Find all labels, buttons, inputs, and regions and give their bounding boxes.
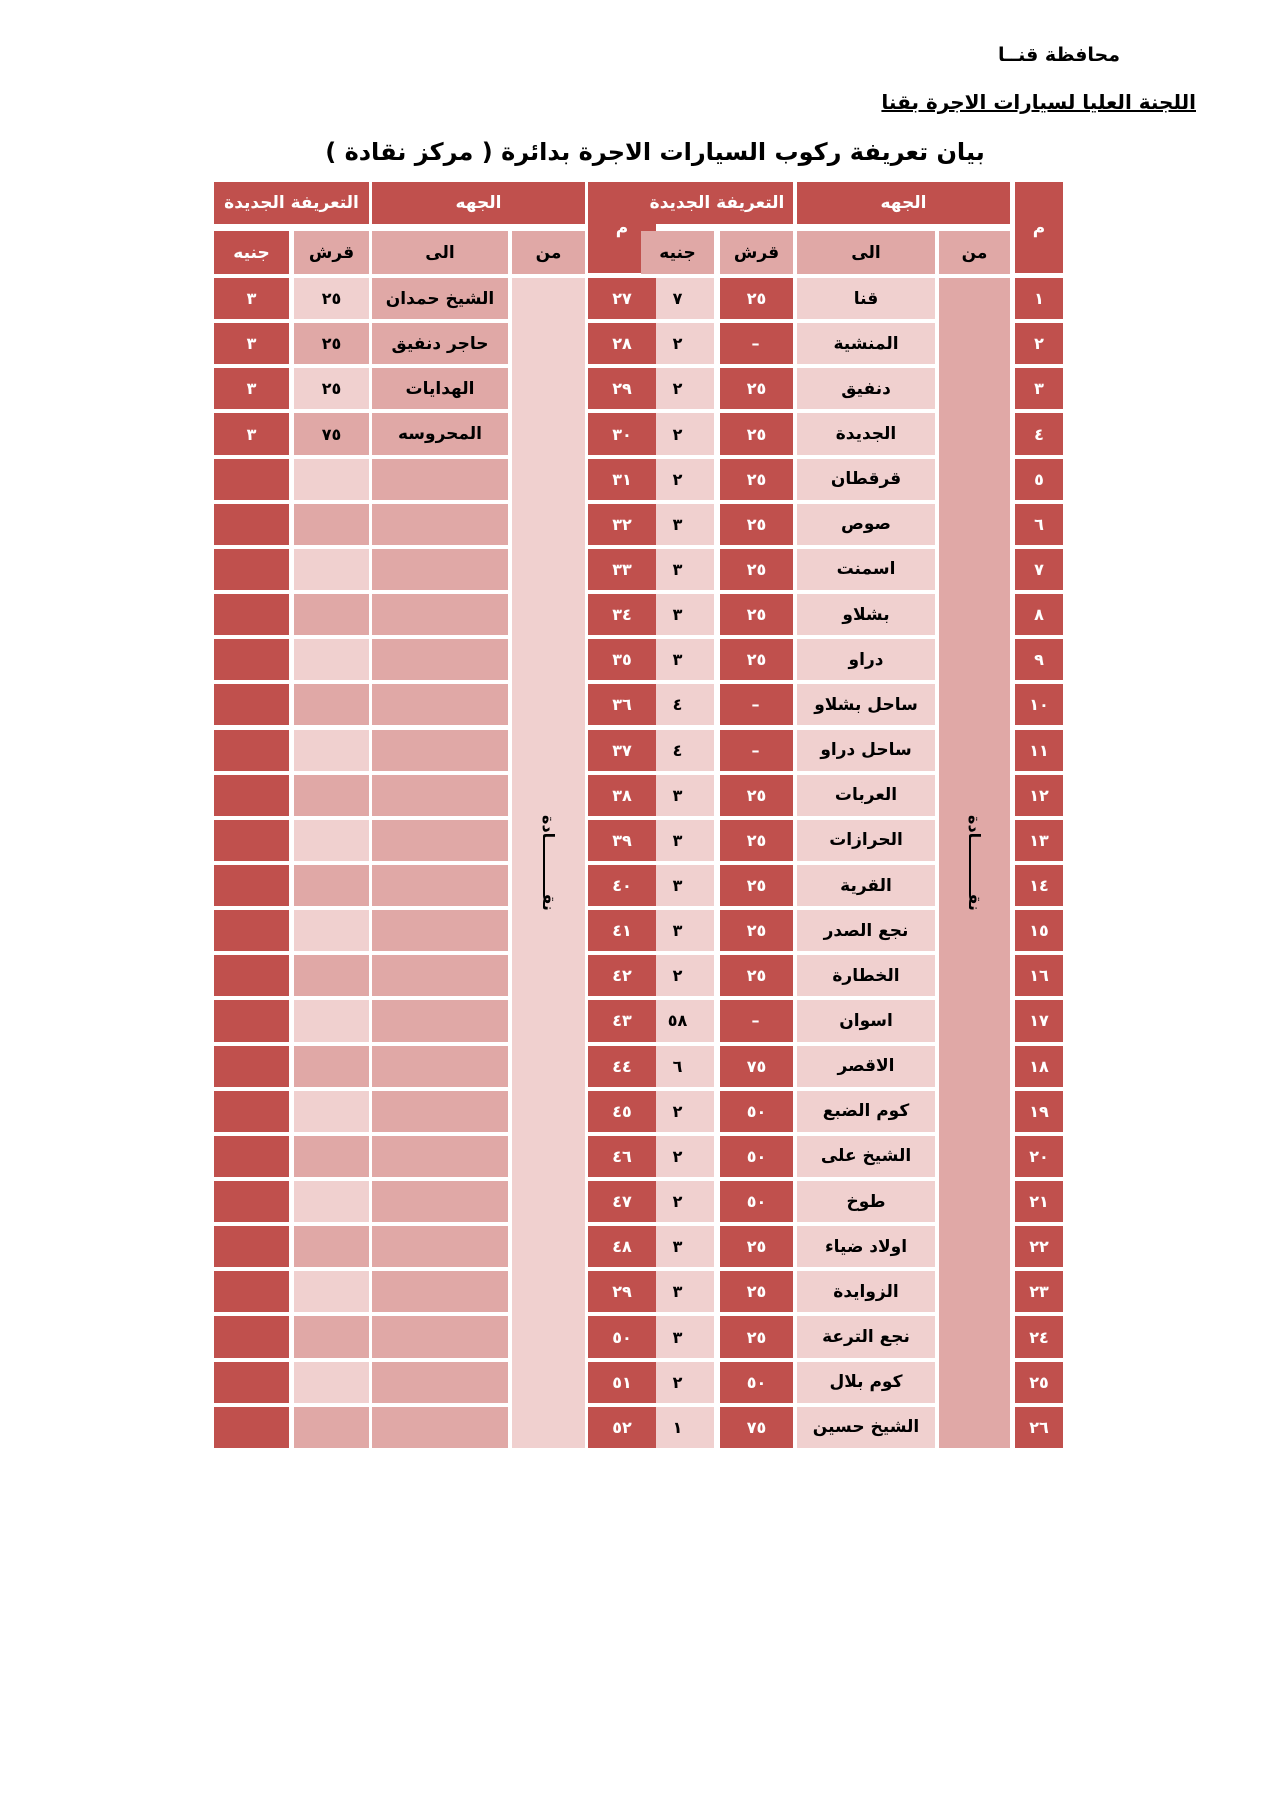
right-row-destination: الشيخ على — [797, 1136, 935, 1177]
left-row-number: ٣٦ — [588, 684, 656, 725]
right-row-piaster: – — [720, 323, 793, 364]
right-row-destination: دنفيق — [797, 368, 935, 409]
right-row-number: ١٣ — [1015, 820, 1063, 861]
right-row-pound: ٢ — [641, 323, 714, 364]
left-row-number: ٣٢ — [588, 504, 656, 545]
left-row-destination — [372, 1136, 508, 1177]
right-row-destination: العربات — [797, 775, 935, 816]
left-row-piaster: ٢٥ — [294, 278, 369, 319]
left-row-destination — [372, 1271, 508, 1312]
left-row-destination: المحروسه — [372, 413, 508, 454]
left-row-destination — [372, 775, 508, 816]
right-row-pound: ٣ — [641, 1271, 714, 1312]
right-row-pound: ٦ — [641, 1046, 714, 1087]
left-row-destination — [372, 1407, 508, 1448]
left-row-number: ٥٢ — [588, 1407, 656, 1448]
right-row-number: ٦ — [1015, 504, 1063, 545]
left-row-pound — [214, 1046, 289, 1087]
left-row-destination — [372, 820, 508, 861]
right-row-number: ٢٣ — [1015, 1271, 1063, 1312]
right-row-destination: القرية — [797, 865, 935, 906]
right-row-destination: الشيخ حسين — [797, 1407, 935, 1448]
right-row-pound: ٣ — [641, 549, 714, 590]
left-row-pound: ٣ — [214, 323, 289, 364]
right-row-number: ٢٥ — [1015, 1362, 1063, 1403]
left-row-piaster — [294, 549, 369, 590]
left-row-pound — [214, 865, 289, 906]
left-row-destination — [372, 1091, 508, 1132]
left-row-piaster — [294, 594, 369, 635]
governorate-name: محافظة قنــا — [998, 44, 1120, 66]
left-row-number: ٤٨ — [588, 1226, 656, 1267]
left-row-piaster — [294, 1091, 369, 1132]
left-row-pound: ٣ — [214, 413, 289, 454]
right-row-destination: قرقطان — [797, 459, 935, 500]
committee-name: اللجنة العليا لسيارات الاجرة بقنا — [881, 90, 1196, 114]
middle-m-header: م — [588, 182, 656, 273]
right-row-pound: ٣ — [641, 865, 714, 906]
right-row-destination: الاقصر — [797, 1046, 935, 1087]
left-row-piaster — [294, 730, 369, 771]
right-new-fare-header: التعريفة الجديدة — [641, 182, 793, 224]
right-row-piaster: ٢٥ — [720, 459, 793, 500]
right-row-piaster: ٢٥ — [720, 1271, 793, 1312]
left-row-piaster: ٢٥ — [294, 368, 369, 409]
right-row-pound: ٢ — [641, 955, 714, 996]
right-row-piaster: ٢٥ — [720, 865, 793, 906]
right-row-piaster: ٥٠ — [720, 1136, 793, 1177]
right-row-destination: بشلاو — [797, 594, 935, 635]
right-row-destination: ساحل بشلاو — [797, 684, 935, 725]
right-row-piaster: ٢٥ — [720, 955, 793, 996]
left-row-pound — [214, 820, 289, 861]
right-row-number: ٨ — [1015, 594, 1063, 635]
right-row-number: ٢٠ — [1015, 1136, 1063, 1177]
left-row-pound — [214, 775, 289, 816]
left-row-number: ٤٣ — [588, 1000, 656, 1041]
right-row-piaster: ٢٥ — [720, 368, 793, 409]
left-row-number: ٣٥ — [588, 639, 656, 680]
left-destination-header: الجهه — [372, 182, 585, 224]
right-row-number: ١١ — [1015, 730, 1063, 771]
right-row-piaster: – — [720, 730, 793, 771]
left-row-piaster — [294, 1136, 369, 1177]
left-pound-header: جنيه — [214, 231, 289, 274]
right-row-pound: ٥٨ — [641, 1000, 714, 1041]
right-row-destination: اسمنت — [797, 549, 935, 590]
left-row-pound — [214, 504, 289, 545]
right-row-pound: ٣ — [641, 910, 714, 951]
left-row-destination — [372, 684, 508, 725]
right-row-pound: ٣ — [641, 504, 714, 545]
right-row-number: ٧ — [1015, 549, 1063, 590]
right-row-number: ١٨ — [1015, 1046, 1063, 1087]
left-row-pound — [214, 910, 289, 951]
right-row-number: ١ — [1015, 278, 1063, 319]
right-row-pound: ٢ — [641, 1362, 714, 1403]
right-row-destination: نجع الصدر — [797, 910, 935, 951]
right-row-piaster: – — [720, 1000, 793, 1041]
right-row-number: ٤ — [1015, 413, 1063, 454]
right-row-piaster: ٢٥ — [720, 413, 793, 454]
right-row-destination: طوخ — [797, 1181, 935, 1222]
left-row-piaster — [294, 1226, 369, 1267]
right-row-pound: ٢ — [641, 1181, 714, 1222]
right-row-pound: ٢ — [641, 459, 714, 500]
left-row-destination — [372, 1316, 508, 1357]
right-row-pound: ٣ — [641, 594, 714, 635]
left-row-piaster — [294, 1046, 369, 1087]
left-row-piaster — [294, 459, 369, 500]
left-row-pound: ٣ — [214, 278, 289, 319]
left-row-piaster — [294, 1271, 369, 1312]
right-row-pound: ٣ — [641, 1316, 714, 1357]
left-row-destination — [372, 1226, 508, 1267]
left-row-piaster — [294, 504, 369, 545]
left-row-destination: الشيخ حمدان — [372, 278, 508, 319]
left-row-number: ٣١ — [588, 459, 656, 500]
left-row-number: ٤١ — [588, 910, 656, 951]
right-row-pound: ٢ — [641, 1136, 714, 1177]
left-row-pound — [214, 955, 289, 996]
left-row-destination — [372, 1362, 508, 1403]
left-row-number: ٥١ — [588, 1362, 656, 1403]
left-row-number: ٢٩ — [588, 1271, 656, 1312]
right-row-pound: ٤ — [641, 684, 714, 725]
left-row-number: ٣٨ — [588, 775, 656, 816]
left-row-pound — [214, 1362, 289, 1403]
right-row-destination: نجع الترعة — [797, 1316, 935, 1357]
right-row-piaster: ٢٥ — [720, 639, 793, 680]
left-row-number: ٤٥ — [588, 1091, 656, 1132]
left-row-piaster — [294, 955, 369, 996]
right-row-piaster: ٧٥ — [720, 1407, 793, 1448]
right-row-pound: ٢ — [641, 368, 714, 409]
right-row-number: ١٤ — [1015, 865, 1063, 906]
left-row-number: ٢٧ — [588, 278, 656, 319]
right-row-number: ٢٤ — [1015, 1316, 1063, 1357]
right-piaster-header: قرش — [720, 231, 793, 274]
right-row-piaster: ٢٥ — [720, 278, 793, 319]
right-row-piaster: ٥٠ — [720, 1181, 793, 1222]
right-row-number: ١٦ — [1015, 955, 1063, 996]
left-row-piaster — [294, 1362, 369, 1403]
right-row-piaster: ٢٥ — [720, 910, 793, 951]
right-row-piaster: ٢٥ — [720, 775, 793, 816]
left-row-piaster — [294, 1181, 369, 1222]
right-destination-header: الجهه — [797, 182, 1010, 224]
right-row-pound: ٣ — [641, 775, 714, 816]
right-row-destination: المنشية — [797, 323, 935, 364]
left-row-number: ٢٩ — [588, 368, 656, 409]
left-row-pound — [214, 1271, 289, 1312]
right-row-piaster: ٢٥ — [720, 1316, 793, 1357]
right-row-piaster: ٥٠ — [720, 1362, 793, 1403]
right-from-origin — [939, 278, 1010, 1448]
left-row-number: ٤٤ — [588, 1046, 656, 1087]
left-row-piaster — [294, 820, 369, 861]
left-from-origin — [512, 278, 585, 1448]
right-row-destination: الجديدة — [797, 413, 935, 454]
right-row-pound: ٤ — [641, 730, 714, 771]
left-row-pound — [214, 1000, 289, 1041]
left-row-pound — [214, 1136, 289, 1177]
left-row-number: ٢٨ — [588, 323, 656, 364]
left-row-number: ٣٧ — [588, 730, 656, 771]
left-row-pound — [214, 459, 289, 500]
right-row-number: ١٢ — [1015, 775, 1063, 816]
page-title: بيان تعريفة ركوب السيارات الاجرة بدائرة ( مركز نقادة ) — [325, 138, 985, 166]
right-row-destination: الحرازات — [797, 820, 935, 861]
left-from-origin-label: نقــــــــــادة — [539, 815, 558, 911]
right-row-piaster: – — [720, 684, 793, 725]
right-row-number: ٢ — [1015, 323, 1063, 364]
right-row-number: ٢٦ — [1015, 1407, 1063, 1448]
left-row-pound: ٣ — [214, 368, 289, 409]
right-row-piaster: ٧٥ — [720, 1046, 793, 1087]
left-piaster-header: قرش — [294, 231, 369, 274]
left-row-piaster — [294, 1316, 369, 1357]
left-row-number: ٤٧ — [588, 1181, 656, 1222]
left-row-pound — [214, 1091, 289, 1132]
right-row-number: ١٠ — [1015, 684, 1063, 725]
left-row-destination — [372, 955, 508, 996]
left-row-destination — [372, 459, 508, 500]
left-row-piaster: ٧٥ — [294, 413, 369, 454]
left-row-destination — [372, 730, 508, 771]
right-row-destination: قنا — [797, 278, 935, 319]
left-row-destination: حاجر دنفيق — [372, 323, 508, 364]
right-row-destination: ساحل دراو — [797, 730, 935, 771]
left-row-destination: الهدايات — [372, 368, 508, 409]
right-from-origin-label: نقــــــــــادة — [965, 815, 984, 911]
right-row-destination: كوم الضبع — [797, 1091, 935, 1132]
right-row-number: ١٥ — [1015, 910, 1063, 951]
left-from-header: من — [512, 231, 585, 274]
right-row-destination: الخطارة — [797, 955, 935, 996]
left-new-fare-header: التعريفة الجديدة — [214, 182, 369, 224]
left-row-number: ٣٠ — [588, 413, 656, 454]
left-to-header: الى — [372, 231, 508, 274]
left-row-destination — [372, 639, 508, 680]
right-row-destination: صوص — [797, 504, 935, 545]
left-row-number: ٣٤ — [588, 594, 656, 635]
right-row-pound: ١ — [641, 1407, 714, 1448]
right-row-number: ٣ — [1015, 368, 1063, 409]
left-row-destination — [372, 865, 508, 906]
left-row-pound — [214, 594, 289, 635]
left-row-piaster: ٢٥ — [294, 323, 369, 364]
right-row-pound: ٧ — [641, 278, 714, 319]
right-from-header: من — [939, 231, 1010, 274]
right-row-piaster: ٢٥ — [720, 594, 793, 635]
left-row-destination — [372, 1181, 508, 1222]
right-row-number: ١٩ — [1015, 1091, 1063, 1132]
left-row-piaster — [294, 910, 369, 951]
right-to-header: الى — [797, 231, 935, 274]
right-row-pound: ٢ — [641, 1091, 714, 1132]
left-row-destination — [372, 504, 508, 545]
left-row-number: ٤٢ — [588, 955, 656, 996]
right-row-number: ٢٢ — [1015, 1226, 1063, 1267]
left-row-piaster — [294, 639, 369, 680]
right-row-piaster: ٢٥ — [720, 549, 793, 590]
right-row-destination: كوم بلال — [797, 1362, 935, 1403]
left-row-piaster — [294, 865, 369, 906]
right-row-number: ٥ — [1015, 459, 1063, 500]
left-row-destination — [372, 549, 508, 590]
right-row-piaster: ٥٠ — [720, 1091, 793, 1132]
left-row-piaster — [294, 1407, 369, 1448]
left-row-number: ٣٣ — [588, 549, 656, 590]
left-row-number: ٤٠ — [588, 865, 656, 906]
right-row-pound: ٣ — [641, 639, 714, 680]
right-m-header: م — [1015, 182, 1063, 273]
right-row-destination: الزوايدة — [797, 1271, 935, 1312]
right-row-destination: دراو — [797, 639, 935, 680]
left-row-destination — [372, 1046, 508, 1087]
right-row-pound: ٢ — [641, 413, 714, 454]
right-row-pound: ٣ — [641, 820, 714, 861]
right-row-number: ٢١ — [1015, 1181, 1063, 1222]
left-row-pound — [214, 1407, 289, 1448]
right-row-pound: ٣ — [641, 1226, 714, 1267]
left-row-number: ٥٠ — [588, 1316, 656, 1357]
left-row-pound — [214, 1181, 289, 1222]
right-row-piaster: ٢٥ — [720, 504, 793, 545]
left-row-pound — [214, 1316, 289, 1357]
left-row-number: ٣٩ — [588, 820, 656, 861]
right-row-number: ٩ — [1015, 639, 1063, 680]
left-row-piaster — [294, 1000, 369, 1041]
left-row-pound — [214, 730, 289, 771]
left-row-piaster — [294, 775, 369, 816]
left-row-destination — [372, 910, 508, 951]
right-row-number: ١٧ — [1015, 1000, 1063, 1041]
left-row-pound — [214, 549, 289, 590]
left-row-number: ٤٦ — [588, 1136, 656, 1177]
right-row-piaster: ٢٥ — [720, 1226, 793, 1267]
left-row-pound — [214, 684, 289, 725]
left-row-pound — [214, 1226, 289, 1267]
right-row-destination: اولاد ضياء — [797, 1226, 935, 1267]
right-pound-header: جنيه — [641, 231, 714, 274]
right-row-destination: اسوان — [797, 1000, 935, 1041]
left-row-pound — [214, 639, 289, 680]
left-row-piaster — [294, 684, 369, 725]
left-row-destination — [372, 1000, 508, 1041]
right-row-piaster: ٢٥ — [720, 820, 793, 861]
left-row-destination — [372, 594, 508, 635]
